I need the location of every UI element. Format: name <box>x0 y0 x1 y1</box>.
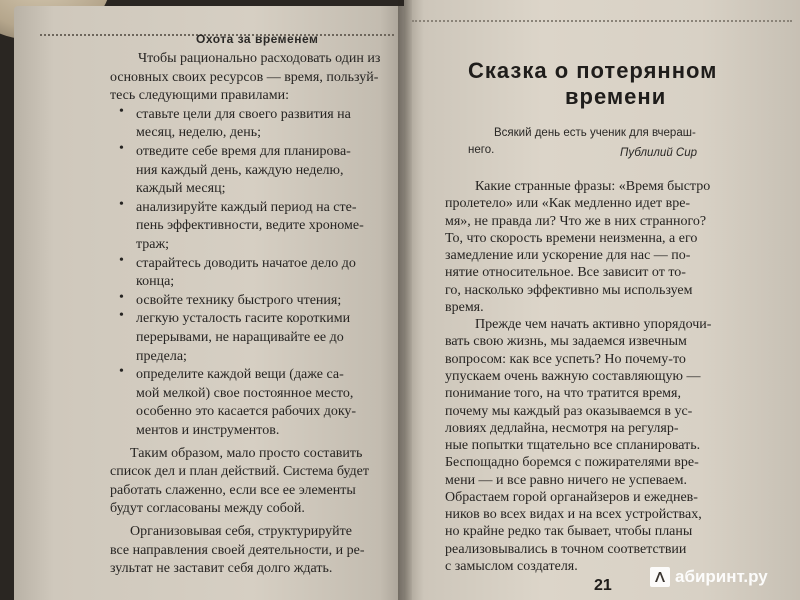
left-line-21: ментов и инструментов. <box>136 423 280 438</box>
right-line-6: нятие относительное. Все зависит от то- <box>445 265 686 280</box>
left-line-19: мой мелкой) свое постоянное место, <box>136 386 354 401</box>
left-line-17: предела; <box>136 349 187 364</box>
labirint-logo-glyph <box>653 570 667 584</box>
bullet-5: • <box>119 290 124 305</box>
left-line-7: ния каждый день, каждую неделю, <box>136 163 344 178</box>
left-line-12: старайтесь доводить начатое дело до <box>136 256 356 271</box>
right-line-1: Какие странные фразы: «Время быстро <box>475 179 711 194</box>
right-line-14: почему мы каждый раз оказываемся в ус- <box>445 404 693 419</box>
watermark <box>650 566 768 588</box>
chapter-title-line-2: времени <box>565 84 667 109</box>
right-line-12: упускаем очень важную составляющую — <box>445 369 701 384</box>
left-line-22: Таким образом, мало просто составить <box>130 446 363 461</box>
left-line-27: все направления своей деятельности, и ре- <box>110 543 365 558</box>
left-line-18: определите каждой вещи (даже са- <box>136 367 344 382</box>
bullet-7: • <box>119 364 124 379</box>
right-line-5: замедление или ускорение для нас — по- <box>445 248 691 263</box>
bullet-4: • <box>119 253 124 268</box>
left-line-24: работать слаженно, если все ее элементы <box>110 483 356 498</box>
right-line-13: понимание того, на что тратится время, <box>445 386 681 401</box>
book-gutter <box>398 0 412 600</box>
left-line-5: месяц, неделю, день; <box>136 125 261 140</box>
left-line-2: основных своих ресурсов — время, пользуй- <box>110 70 379 85</box>
right-line-7: го, насколько эффективно мы используем <box>445 283 693 298</box>
left-line-4: ставьте цели для своего развития на <box>136 107 351 122</box>
bullet-1: • <box>119 104 124 119</box>
chapter-title-line-1: Сказка о потерянном <box>468 58 718 83</box>
epigraph-line-1: Всякий день есть ученик для вчераш- <box>494 127 696 139</box>
labirint-logo-icon <box>650 567 670 587</box>
right-line-2: пролетело» или «Как медленно идет вре- <box>445 196 691 211</box>
right-line-10: вать свою жизнь, мы задаемся извечным <box>445 334 687 349</box>
right-line-17: Беспощадно боремся с пожирателями вре- <box>445 455 699 470</box>
left-line-1: Чтобы рационально расходовать один из <box>138 51 381 66</box>
left-line-10: пень эффективности, ведите хрономе- <box>136 218 364 233</box>
left-line-6: отведите себе время для планирова- <box>136 144 351 159</box>
right-line-11: вопросом: как все успеть? Но почему-то <box>445 352 686 367</box>
left-line-9: анализируйте каждый период на сте- <box>136 200 357 215</box>
running-head: Охота за временем <box>196 32 319 46</box>
left-line-26: Организовывая себя, структурируйте <box>130 524 352 539</box>
right-line-18: мени — и все равно ничего не успеваем. <box>445 473 687 488</box>
left-line-13: конца; <box>136 274 175 289</box>
left-line-23: список дел и план действий. Система будет <box>110 464 369 479</box>
page-number: 21 <box>594 577 612 594</box>
watermark-text: абиринт.ру <box>675 567 768 586</box>
epigraph-line-2: него. <box>468 144 495 156</box>
top-rule-right <box>412 20 792 22</box>
right-line-3: мя», не правда ли? Что же в них странного? <box>445 214 707 229</box>
right-line-9: Прежде чем начать активно упорядочи- <box>475 317 712 332</box>
left-line-8: каждый месяц; <box>136 181 226 196</box>
left-line-11: траж; <box>136 237 170 252</box>
left-line-20: особенно это касается рабочих доку- <box>136 404 357 419</box>
left-line-28: зультат не заставит себя долго ждать. <box>110 561 333 576</box>
bullet-2: • <box>119 141 124 156</box>
right-line-16: ные попытки тщательно все спланировать. <box>445 438 701 453</box>
right-line-15: ловиях дедлайна, несмотря на регуляр- <box>445 421 679 436</box>
bullet-3: • <box>119 197 124 212</box>
left-line-3: тесь следующими правилами: <box>110 88 289 103</box>
right-line-21: но крайне редко так бывает, чтобы планы <box>445 524 693 539</box>
right-line-19: Обрастаем горой органайзеров и ежеднев- <box>445 490 698 505</box>
right-line-4: То, что скорость времени неизменна, а его <box>445 231 698 246</box>
left-line-16: перерывами, не наращивайте ее до <box>136 330 344 345</box>
bullet-6: • <box>119 308 124 323</box>
left-line-15: легкую усталость гасите короткими <box>136 311 351 326</box>
right-line-22: реализовывались в точном соответствии <box>445 542 687 557</box>
left-line-25: будут согласованы между собой. <box>110 501 305 516</box>
right-line-20: ников во всех видах и на всех устройствах, <box>445 507 702 522</box>
left-line-14: освойте технику быстрого чтения; <box>136 293 342 308</box>
right-line-23: с замыслом создателя. <box>445 559 578 574</box>
epigraph-author: Публилий Сир <box>620 147 698 159</box>
right-line-8: время. <box>445 300 484 315</box>
